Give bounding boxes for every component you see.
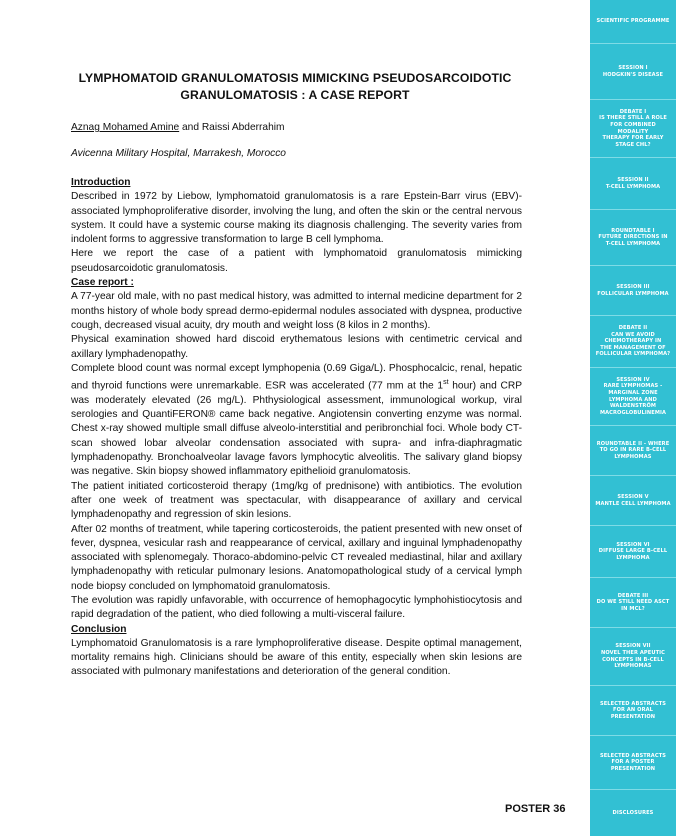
sidebar-navigation: [590, 0, 676, 836]
sidebar-item-debate-3[interactable]: DEBATE III DO WE STILL NEED ASCT IN MCL?: [590, 578, 676, 628]
document-body: [71, 176, 522, 680]
sidebar-item-session-4[interactable]: SESSION IV RARE LYMPHOMAS - MARGINAL ZONE LYMPHOMA AND WALDENSTRÖM MACROGLOBULINEMIA: [590, 368, 676, 426]
case-paragraph-6: The evolution was rapidly unfavorable, with occurrence of hemophagocytic lymphohistiocytosis and rapid degradation of the patient, who died following a multi-visceral failure.: [71, 595, 522, 621]
sidebar-item-oral-abstracts[interactable]: SELECTED ABSTRACTS FOR AN ORAL PRESENTATION: [590, 686, 676, 736]
sidebar-item-session-6[interactable]: SESSION VI DIFFUSE LARGE B-CELL LYMPHOMA: [590, 526, 676, 578]
poster-number: POSTER 36: [505, 803, 566, 815]
sidebar-item-session-5[interactable]: SESSION V MANTLE CELL LYMPHOMA: [590, 476, 676, 526]
sidebar-item-roundtable-2[interactable]: ROUNDTABLE II - WHERE TO GO IN RARE B-CELL LYMPHOMAS: [590, 426, 676, 476]
sidebar-item-session-2[interactable]: SESSION II T-CELL LYMPHOMA: [590, 158, 676, 210]
sidebar-item-session-3[interactable]: SESSION III FOLLICULAR LYMPHOMA: [590, 266, 676, 316]
primary-author: Aznag Mohamed Amine: [71, 122, 180, 133]
sidebar-item-scientific-programme[interactable]: SCIENTIFIC PROGRAMME: [590, 0, 676, 44]
case-paragraph-5: After 02 months of treatment, while tapering corticosteroids, the patient presented with new onset of fever, dyspnea, vesicular rash and reappearance of cervical, axillary and inguinal lymphadenopathy associated with splenomegaly. Thoraco-abdomino-pelvic CT revealed mediastinal, hilar and axillary lymphadenopathy with reticular pulmonary lesions. Anatomopathological study of a cervical lymph node biopsy concluded on lymphomatoid granulomatosis.: [71, 523, 522, 592]
sidebar-item-disclosures[interactable]: DISCLOSURES: [612, 809, 654, 816]
other-authors: and Raissi Abderrahim: [179, 122, 285, 133]
case-p3-superscript: st: [443, 379, 449, 387]
introduction-paragraph-1: Described in 1972 by Liebow, lymphomatoid granulomatosis is a rare Epstein-Barr virus (EBV)-associated lymphoproliferative disorder, involving the lung, and often the skin or the central nervous system. It could have a systemic course making its diagnosis challenging. The severity varies from indolent forms to aggressive transformation to large B cell lymphoma.: [71, 191, 522, 246]
sidebar-item-session-1[interactable]: SESSION I HODGKIN'S DISEASE: [590, 44, 676, 100]
case-p3-part-b: hour) and CRP was moderately elevated (26 mg/L). Phthysiological assessment, immunological workup, viral serologies and QuantiFERON® came back negative. Angiotensin converting enzyme was normal. Chest x-ray showed multiple small diffuse alveolo-interstitial and peribronchial foci. Whole body CT-scan showed lobar alveolar condensation associated with supra- and infra-diaphragmatic lymphadenopathy. Bronchoalveolar lavage favors lymphocytic alveolitis. The salivary gland biopsy was negative. Skin biopsy showed inflammatory epithelioid granulomatosis.: [71, 380, 522, 478]
sidebar-item-debate-2[interactable]: DEBATE II CAN WE AVOID CHEMOTHERAPY IN THE MANAGEMENT OF FOLLICULAR LYMPHOMA?: [590, 316, 676, 368]
sidebar-item-poster-abstracts[interactable]: SELECTED ABSTRACTS FOR A POSTER PRESENTATION: [590, 736, 676, 790]
case-paragraph-1: A 77-year old male, with no past medical history, was admitted to internal medicine department for 2 months history of whole body spread dermo-epidermal nodules associated with dyspnea, productive cough, decreased visual acuity, dry mouth and weight loss (8 kilos in 2 months).: [71, 291, 522, 331]
affiliation: Avicenna Military Hospital, Marrakesh, Morocco: [71, 148, 286, 159]
case-paragraph-4: The patient initiated corticosteroid therapy (1mg/kg of prednisone) with antibiotics. The evolution after one week of treatment was spectacular, with disappearance of axillary and cervical lymphadenopathy and regression of skin lesions.: [71, 480, 522, 521]
conclusion-paragraph: Lymphomatoid Granulomatosis is a rare lymphoproliferative disease. Despite optimal management, mortality remains high. Clinicians should be aware of this entity, especially when skin lesions are associated with pulmonary manifestations and deterioration of the general condition.: [71, 637, 522, 678]
case-paragraph-3: [71, 362, 522, 480]
case-paragraph-2: Physical examination showed hard discoid erythematous lesions with centimetric cervical and axillary lymphadenopathy.: [71, 334, 522, 360]
introduction-paragraph-2: Here we report the case of a patient with lymphomatoid granulomatosis mimicking pseudosarcoidotic granulomatosis.: [71, 248, 522, 274]
sidebar-item-session-7[interactable]: SESSION VII NOVEL THER APEUTIC CONCEPTS IN B-CELL LYMPHOMAS: [590, 628, 676, 686]
case-report-heading: Case report :: [71, 277, 134, 289]
sidebar-item-roundtable-1[interactable]: ROUNDTABLE I FUTURE DIRECTIONS IN T-CELL LYMPHOMA: [590, 210, 676, 266]
conclusion-heading: Conclusion: [71, 623, 127, 635]
authors-line: [71, 122, 285, 133]
introduction-heading: Introduction: [71, 177, 131, 188]
document-title: LYMPHOMATOID GRANULOMATOSIS MIMICKING PSEUDOSARCOIDOTIC GRANULOMATOSIS : A CASE REPORT: [78, 71, 512, 102]
case-p3-part-a: Complete blood count was normal except lymphopenia (0.69 Giga/L). Phosphocalcic, renal, hepatic and thyroid functions were unremarkable. ESR was accelerated (77 mm at the 1: [71, 362, 522, 392]
sidebar-item-debate-1[interactable]: DEBATE I IS THERE STILL A ROLE FOR COMBINED MODALITY THERAPY FOR EARLY STAGE CHL?: [590, 100, 676, 158]
